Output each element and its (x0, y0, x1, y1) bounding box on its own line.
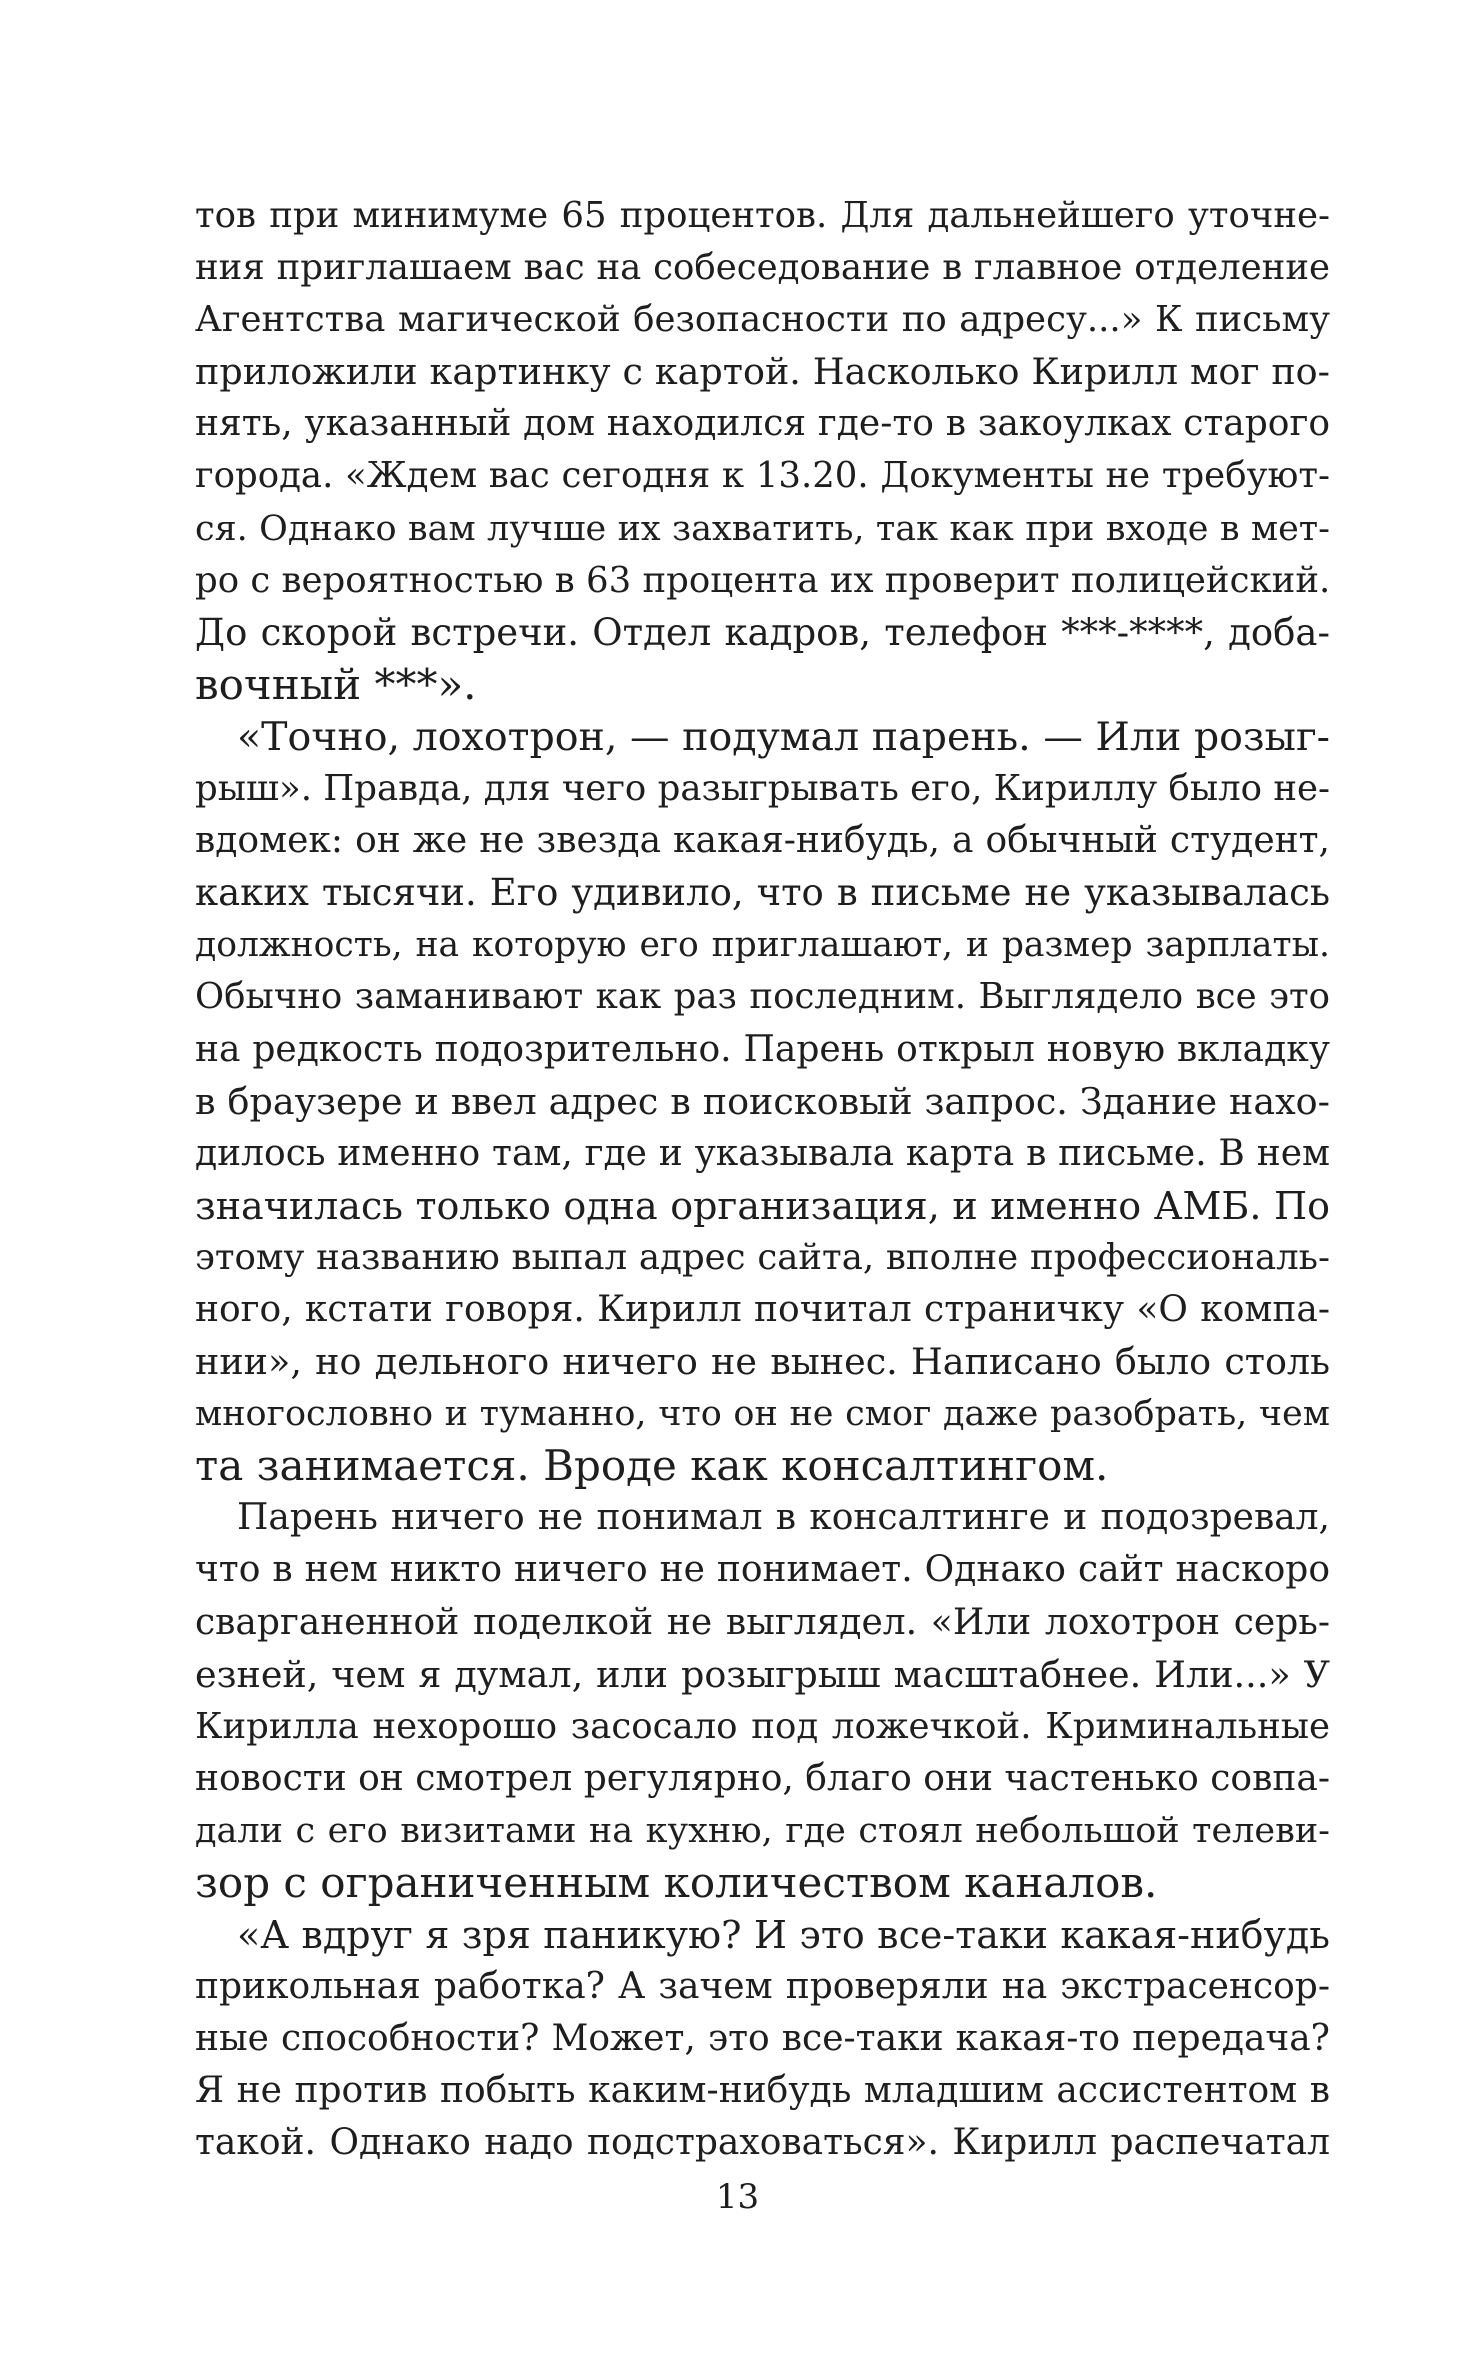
text-line: нять, указанный дом находился где-то в закоулках старого (195, 403, 1330, 445)
text-line: прикольная работка? А зачем проверяли на экстрасенсор- (195, 1966, 1330, 2008)
text-line: каких тысячи. Его удивило, что в письме не указывалась (195, 871, 1330, 915)
text-line: вочный ***». (195, 659, 477, 709)
text-line: значилась только одна организация, и именно АМБ. По (195, 1183, 1330, 1228)
text-line: та занимается. Вроде как консалтингом. (195, 1441, 1109, 1491)
text-line: «А вдруг я зря паникую? И это все-таки какая-нибудь (237, 1913, 1330, 1958)
text-line: «Точно, лохотрон, — подумал парень. — Или розыг- (237, 713, 1330, 760)
page-number: 13 (715, 2177, 760, 2217)
text-line: Я не против побыть каким-нибудь младшим ассистентом в (195, 2070, 1330, 2112)
text-line: должность, на которую его приглашают, и размер зарплаты. (195, 925, 1330, 966)
text-line: ся. Однако вам лучше их захватить, так как при входе в мет- (195, 508, 1330, 549)
body-text (195, 190, 1330, 2170)
text-line: в браузере и ввел адрес в поисковый запрос. Здание нахо- (195, 1079, 1330, 1123)
text-line: ные способности? Может, это все-таки какая-то передача? (195, 2018, 1330, 2060)
text-line: сварганенной поделкой не выглядел. «Или лохотрон серь- (195, 1601, 1330, 1643)
text-line: многословно и туманно, что он не смог даже разобрать, чем (195, 1394, 1330, 1435)
text-line: дали с его визитами на кухню, где стоял небольшой телеви- (195, 1810, 1330, 1851)
text-line: До скорой встречи. Отдел кадров, телефон ***-****, доба- (195, 610, 1330, 654)
text-line: такой. Однако надо подстраховаться». Кирилл распечатал (195, 2122, 1330, 2164)
text-line: на редкость подозрительно. Парень открыл новую вкладку (195, 1028, 1330, 1070)
text-line: тов при минимуме 65 процентов. Для дальнейшего уточне- (195, 195, 1330, 236)
text-line: рыш». Правда, для чего разыгрывать его, Кириллу было не- (195, 768, 1330, 810)
text-line: приложили картинку с картой. Насколько Кирилл мог по- (195, 350, 1330, 394)
text-line: Обычно заманивают как раз последним. Выглядело все это (195, 976, 1330, 1018)
text-line: зор с ограниченным количеством каналов. (195, 1858, 1158, 1907)
text-line: этому названию выпал адрес сайта, вполне профессиональ- (195, 1236, 1330, 1278)
text-line: Парень ничего не понимал в консалтинге и подозревал, (237, 1497, 1330, 1539)
text-line: ного, кстати говоря. Кирилл почитал страничку «О компа- (195, 1288, 1330, 1330)
text-line: новости он смотрел регулярно, благо они частенько совпа- (195, 1757, 1330, 1799)
text-line: Кирилла нехорошо засосало под ложечкой. Криминальные (195, 1705, 1330, 1747)
text-line: ро с вероятностью в 63 процента их проверит полицейский. (195, 559, 1331, 601)
text-line: езней, чем я думал, или розыгрыш масштабнее. Или...» У (195, 1652, 1330, 1696)
text-line: вдомек: он же не звезда какая-нибудь, а обычный студент, (195, 820, 1330, 862)
text-line: города. «Ждем вас сегодня к 13.20. Документы не требуют- (195, 455, 1330, 497)
text-line: нии», но дельного ничего не вынес. Написано было столь (195, 1340, 1330, 1384)
text-line: что в нем никто ничего не понимает. Однако сайт наскоро (195, 1549, 1330, 1591)
text-line: Агентства магической безопасности по адресу...» К письму (195, 299, 1330, 341)
text-line: дилось именно там, где и указывала карта в письме. В нем (195, 1132, 1330, 1174)
text-line: ния приглашаем вас на собеседование в главное отделение (195, 247, 1330, 289)
